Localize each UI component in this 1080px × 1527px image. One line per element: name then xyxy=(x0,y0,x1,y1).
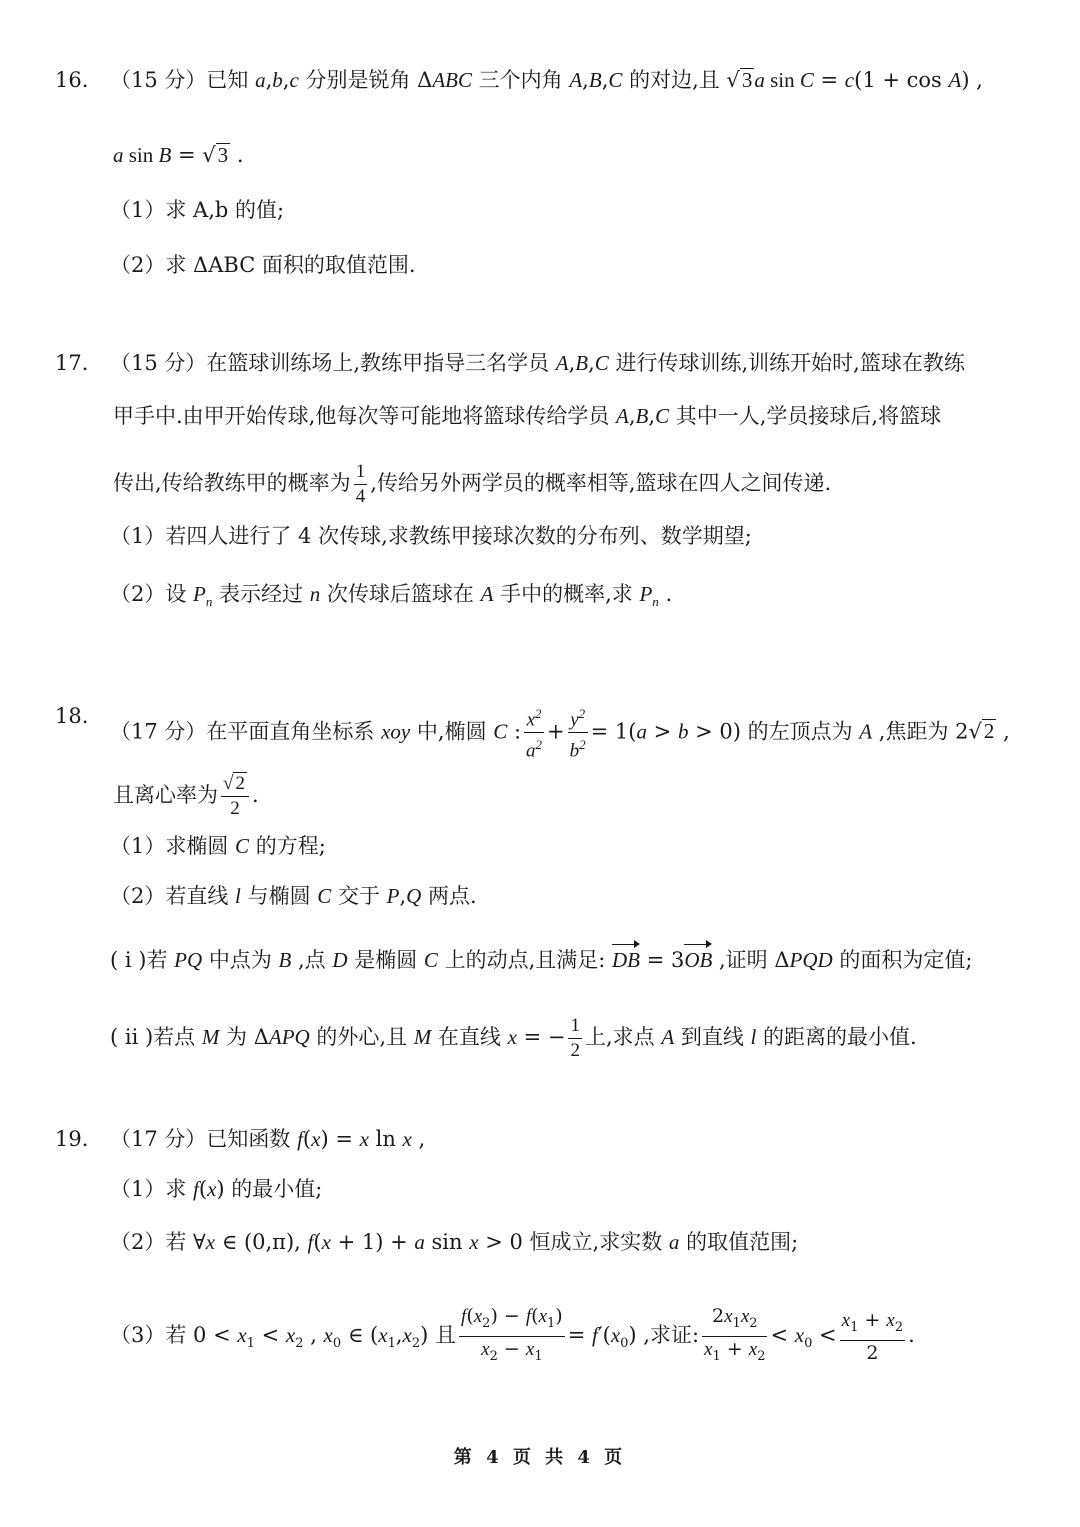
question-line: 甲手中.由甲开始传球,他每次等可能地将篮球传给学员 A,B,C 其中一人,学员接球后,将篮球 xyxy=(113,404,942,428)
question-line: a sin B = √3 . xyxy=(113,143,244,167)
page-footer: 第 4 页 共 4 页 xyxy=(453,1447,627,1468)
sub-question-1: （1）求 f(x) 的最小值; xyxy=(110,1177,323,1201)
sub-question-2: （2）若 ∀x ∈ (0,π), f(x + 1) + a sin x > 0 恒成立,求实数 a 的取值范围; xyxy=(110,1230,799,1254)
question-number: 19. xyxy=(55,1127,89,1151)
question-number: 16. xyxy=(55,68,89,92)
question-number: 18. xyxy=(55,704,89,728)
sub-question-1: （1）若四人进行了 4 次传球,求教练甲接球次数的分布列、数学期望; xyxy=(110,524,752,548)
question-header: （17 分）在平面直角坐标系 xoy 中,椭圆 C : $\frac{x^2}{a^2}$ + $\frac{y^2}{b^2}$ = 1(a > b > 0) 的左顶点为 A ,焦距为 2√2 , xyxy=(110,702,1010,764)
question-line: 传出,传给教练甲的概率为 $\frac{1}{4}$ ,传给另外两学员的概率相等,篮球在四人之间传递. xyxy=(113,461,832,507)
sub-question-2-i: ( i )若 PQ 中点为 B ,点 D 是椭圆 C 上的动点,且满足: DB = 3OB ,证明 ΔPQD 的面积为定值; xyxy=(110,948,973,972)
sub-question-2: （2）求 ΔABC 面积的取值范围. xyxy=(110,253,416,277)
question-line: 且离心率为 $\frac{√ 2}{2}$ . xyxy=(113,773,259,819)
question-header: （15 分）在篮球训练场上,教练甲指导三名学员 A,B,C 进行传球训练,训练开始时,篮球在教练 xyxy=(110,351,965,375)
sub-question-2: （2）若直线 l 与椭圆 C 交于 P,Q 两点. xyxy=(110,884,477,908)
sub-question-3: （3）若 $0 < x_1 < x_2$ , $x_0$ ∈ $(x_1,x_2)$ 且 $\frac{f(x_2) - f(x_1)}{x_2 - x_1}$ = $f'(x_0)$ ,求证: $\frac{2x_1x_2}{x_1 + x_2}$ < $x_0$ < $\frac{x_1 + x_2}{2}$ . xyxy=(110,1305,915,1364)
sub-question-2-ii: ( ii )若点 M 为 ΔAPQ 的外心,且 M 在直线 x = − $\frac{1}{2}$ 上,求点 A 到直线 l 的距离的最小值. xyxy=(110,1015,917,1061)
question-header: （17 分）已知函数 f(x) = x ln x , xyxy=(110,1127,426,1151)
sub-question-2: （2）设 $P_n$ 表示经过 n 次传球后篮球在 A 手中的概率,求 $P_n$ . xyxy=(110,582,673,610)
sub-question-1: （1）求椭圆 C 的方程; xyxy=(110,834,326,858)
sub-question-1: （1）求 A,b 的值; xyxy=(110,198,285,222)
question-header: （15 分）已知 a,b,c 分别是锐角 ΔABC 三个内角 A,B,C 的对边,且 √3a sin C = c(1 + cos A) , xyxy=(110,68,983,92)
question-number: 17. xyxy=(55,351,89,375)
